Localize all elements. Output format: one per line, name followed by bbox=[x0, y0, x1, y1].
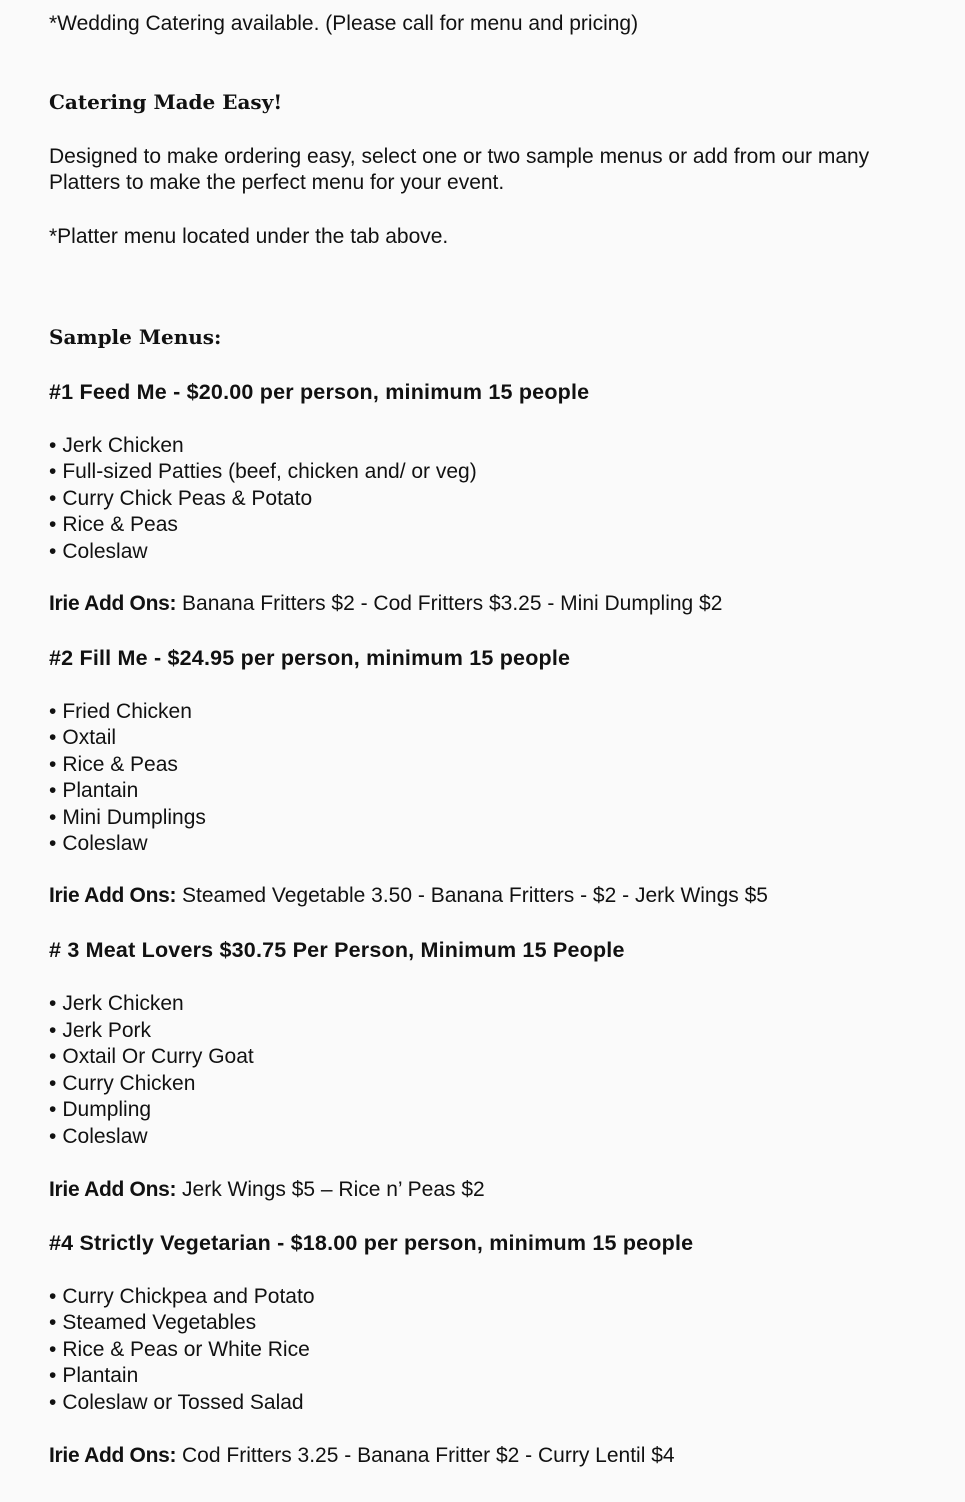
bullet: • bbox=[49, 992, 57, 1016]
bullet: • bbox=[49, 1124, 57, 1148]
menu-item: • Curry Chick Peas & Potato bbox=[49, 486, 313, 510]
menu-item: • Coleslaw bbox=[49, 539, 148, 563]
menu-item: • Jerk Chicken bbox=[49, 992, 184, 1016]
menu-item: • Fried Chicken bbox=[49, 700, 192, 724]
addons-label: Irie Add Ons: bbox=[49, 592, 177, 616]
bullet: • bbox=[49, 460, 57, 484]
menu-addons bbox=[49, 1443, 925, 1469]
menu-item-list bbox=[49, 699, 925, 857]
bullet: • bbox=[49, 434, 57, 457]
menu-item: • Curry Chickpea and Potato bbox=[49, 1284, 315, 1308]
menu-title: #1 Feed Me - $20.00 per person, minimum 15 people bbox=[49, 380, 590, 404]
menu-item: • Oxtail bbox=[49, 726, 117, 750]
bullet: • bbox=[49, 1390, 57, 1414]
menu-title: # 3 Meat Lovers $30.75 Per Person, Minimum 15 People bbox=[49, 938, 625, 963]
bullet: • bbox=[49, 513, 57, 537]
addons-text: Cod Fritters 3.25 - Banana Fritter $2 - Curry Lentil $4 bbox=[182, 1443, 675, 1467]
menu-item: • Coleslaw bbox=[49, 1124, 148, 1148]
bullet: • bbox=[49, 539, 57, 563]
catering-heading: Catering Made Easy! bbox=[49, 89, 283, 114]
sample-menus-heading: Sample Menus: bbox=[49, 325, 222, 349]
menu-item: • Rice & Peas or White Rice bbox=[49, 1337, 310, 1361]
menu-addons bbox=[49, 1177, 925, 1203]
bullet: • bbox=[49, 1311, 57, 1335]
bullet: • bbox=[49, 1337, 57, 1361]
menu-title: #2 Fill Me - $24.95 per person, minimum 15 people bbox=[49, 646, 571, 671]
bullet: • bbox=[49, 805, 57, 829]
menu-item: • Steamed Vegetables bbox=[49, 1311, 257, 1335]
wedding-catering-note: *Wedding Catering available. (Please call for menu and pricing) bbox=[49, 12, 639, 35]
menu-item: • Coleslaw bbox=[49, 832, 148, 856]
menu-item: • Coleslaw or Tossed Salad bbox=[49, 1390, 304, 1414]
menu-item: • Jerk Pork bbox=[49, 1018, 152, 1042]
catering-description: Designed to make ordering easy, select one or two sample menus or add from our many Platters to make the perfect menu for your event. bbox=[49, 144, 870, 194]
bullet: • bbox=[49, 700, 57, 724]
menu-item-list bbox=[49, 1284, 925, 1416]
menu-item-list bbox=[49, 433, 925, 565]
bullet: • bbox=[49, 1098, 57, 1122]
bullet: • bbox=[49, 1284, 57, 1308]
bullet: • bbox=[49, 1018, 57, 1042]
menu-title: #4 Strictly Vegetarian - $18.00 per person, minimum 15 people bbox=[49, 1230, 694, 1255]
menu-item: • Plantain bbox=[49, 1364, 139, 1388]
menu-item: • Plantain bbox=[49, 779, 139, 803]
bullet: • bbox=[49, 1045, 57, 1069]
bullet: • bbox=[49, 486, 57, 510]
menu-item-list bbox=[49, 991, 925, 1149]
menu-item: • Rice & Peas bbox=[49, 752, 178, 776]
menu-item: • Curry Chicken bbox=[49, 1071, 196, 1095]
menu-item: • Full-sized Patties (beef, chicken and/ or veg) bbox=[49, 460, 477, 484]
menu-item: • Mini Dumplings bbox=[49, 805, 206, 829]
addons-text: Steamed Vegetable 3.50 - Banana Fritters - $2 - Jerk Wings $5 bbox=[182, 884, 768, 908]
menu-item: • Dumpling bbox=[49, 1098, 152, 1122]
addons-label: Irie Add Ons: bbox=[49, 884, 177, 908]
menu-addons bbox=[49, 591, 925, 617]
menu-section-1 bbox=[49, 379, 925, 617]
bullet: • bbox=[49, 779, 57, 803]
menu-item: • Rice & Peas bbox=[49, 513, 178, 537]
addons-text: Jerk Wings $5 – Rice n’ Peas $2 bbox=[182, 1177, 485, 1201]
menu-section-2 bbox=[49, 645, 925, 909]
platter-note: *Platter menu located under the tab above. bbox=[49, 224, 449, 248]
menu-item: • Jerk Chicken bbox=[49, 434, 184, 457]
bullet: • bbox=[49, 1364, 57, 1388]
bullet: • bbox=[49, 752, 57, 776]
bullet: • bbox=[49, 1071, 57, 1095]
menu-item: • Oxtail Or Curry Goat bbox=[49, 1045, 254, 1069]
addons-label: Irie Add Ons: bbox=[49, 1443, 177, 1467]
addons-label: Irie Add Ons: bbox=[49, 1177, 177, 1201]
menu-addons bbox=[49, 883, 925, 909]
menu-section-3 bbox=[49, 937, 925, 1202]
addons-text: Banana Fritters $2 - Cod Fritters $3.25 - Mini Dumpling $2 bbox=[182, 592, 723, 616]
menu-section-4 bbox=[49, 1230, 925, 1469]
bullet: • bbox=[49, 726, 57, 750]
bullet: • bbox=[49, 832, 57, 856]
